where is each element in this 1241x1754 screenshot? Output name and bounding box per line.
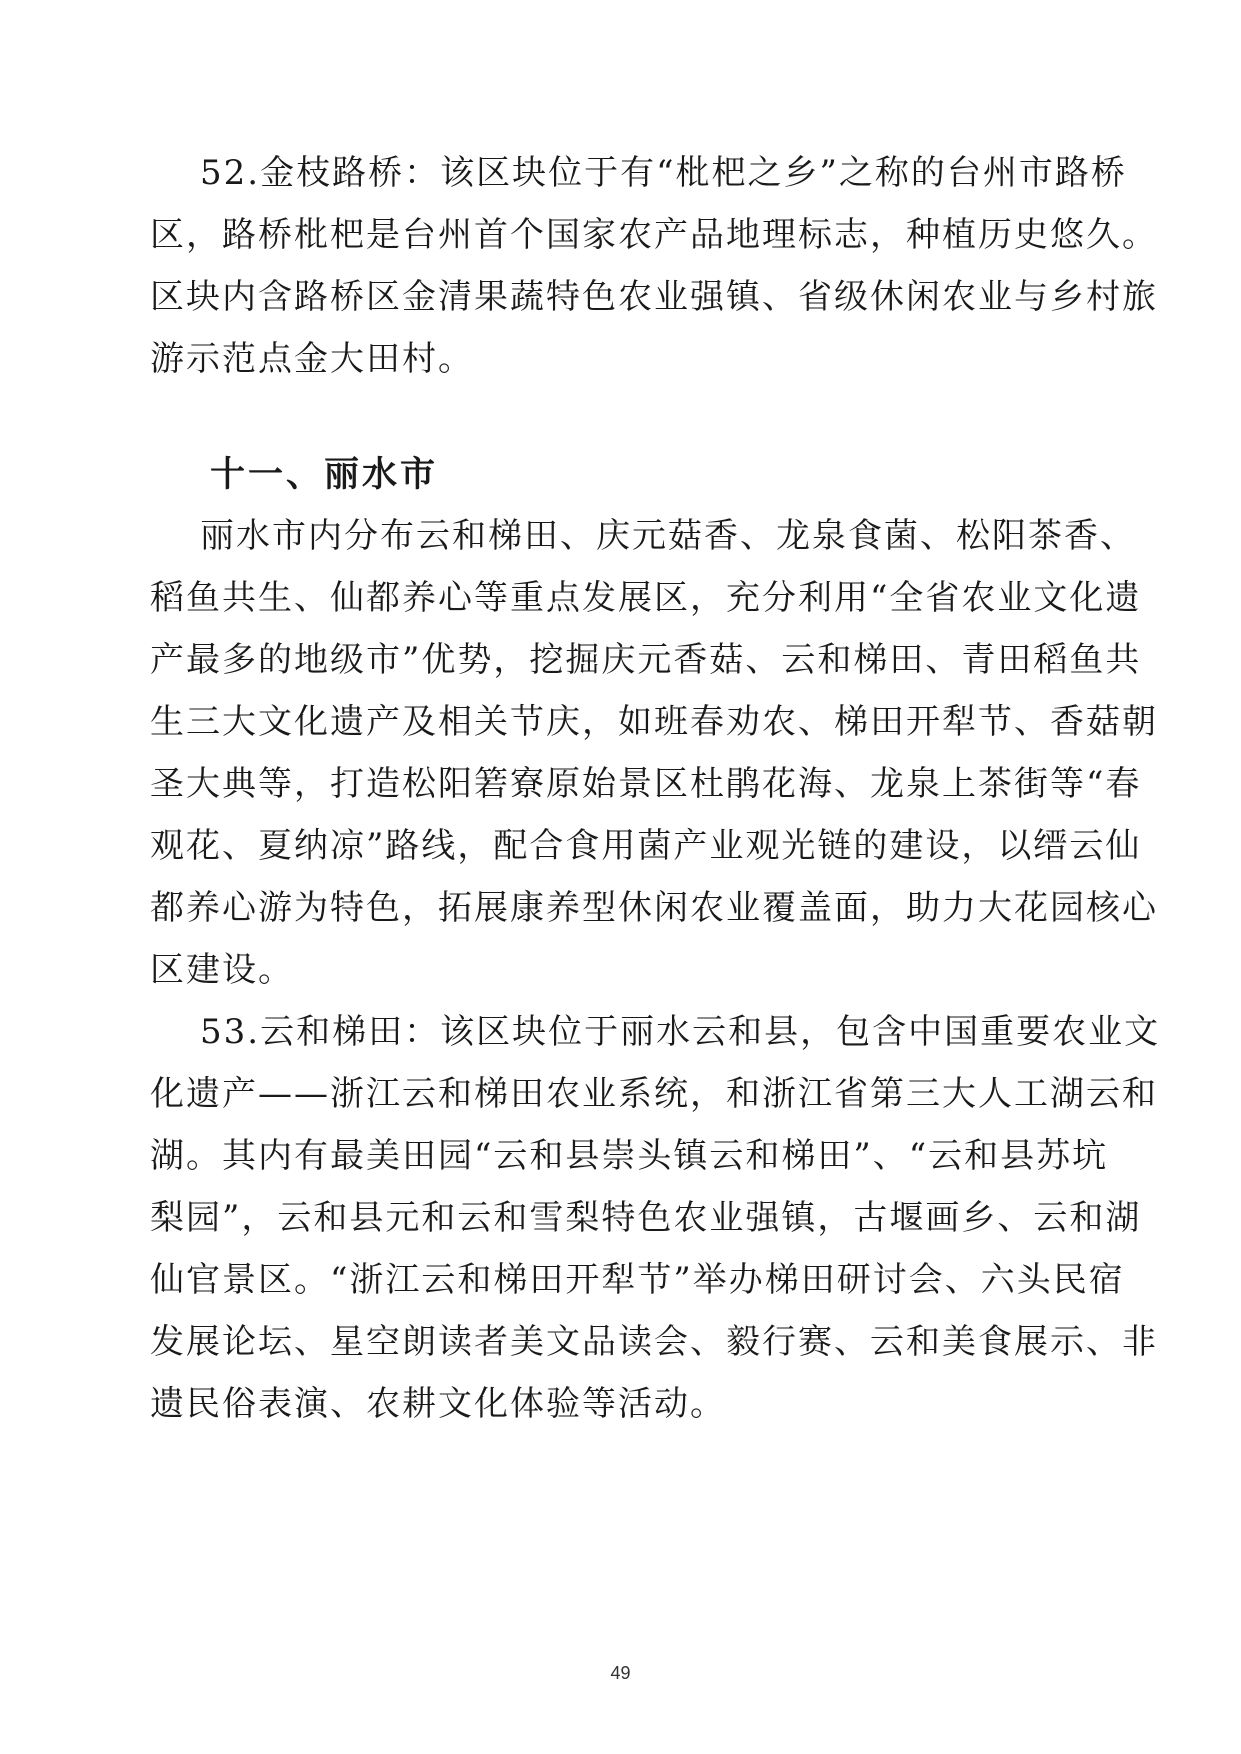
paragraph-lishui-line-5: 圣大典等，打造松阳箬寮原始景区杜鹃花海、龙泉上茶街等“春 <box>150 764 1142 804</box>
paragraph-52-line-2: 区，路桥枇杷是台州首个国家农产品地理标志，种植历史悠久。 <box>150 215 1158 255</box>
paragraph-lishui-line-6: 观花、夏纳凉”路线，配合食用菌产业观光链的建设，以缙云仙 <box>150 826 1142 866</box>
paragraph-53-line-2: 化遗产——浙江云和梯田农业系统，和浙江省第三大人工湖云和 <box>150 1074 1158 1114</box>
section-heading-lishui: 十一、丽水市 <box>210 455 439 495</box>
paragraph-lishui-line-4: 生三大文化遗产及相关节庆，如班春劝农、梯田开犁节、香菇朝 <box>150 702 1158 742</box>
paragraph-lishui-line-3: 产最多的地级市”优势，挖掘庆元香菇、云和梯田、青田稻鱼共 <box>150 640 1142 680</box>
paragraph-53-line-4: 梨园”，云和县元和云和雪梨特色农业强镇，古堰画乡、云和湖 <box>150 1198 1142 1238</box>
paragraph-52-line-3: 区块内含路桥区金清果蔬特色农业强镇、省级休闲农业与乡村旅 <box>150 277 1158 317</box>
paragraph-lishui-line-2: 稻鱼共生、仙都养心等重点发展区，充分利用“全省农业文化遗 <box>150 578 1142 618</box>
paragraph-53-line-5: 仙官景区。“浙江云和梯田开犁节”举办梯田研讨会、六头民宿 <box>150 1260 1125 1300</box>
paragraph-53-line-7: 遗民俗表演、农耕文化体验等活动。 <box>150 1384 726 1424</box>
paragraph-lishui-line-8: 区建设。 <box>150 950 294 990</box>
paragraph-52-line-1: 52.金枝路桥：该区块位于有“枇杷之乡”之称的台州市路桥 <box>200 153 1127 193</box>
paragraph-lishui-line-7: 都养心游为特色，拓展康养型休闲农业覆盖面，助力大花园核心 <box>150 888 1158 928</box>
paragraph-53-line-1: 53.云和梯田：该区块位于丽水云和县，包含中国重要农业文 <box>200 1012 1161 1052</box>
paragraph-53-line-6: 发展论坛、星空朗读者美文品读会、毅行赛、云和美食展示、非 <box>150 1322 1158 1362</box>
page-number: 49 <box>610 1663 631 1683</box>
paragraph-53-line-3: 湖。其内有最美田园“云和县崇头镇云和梯田”、“云和县苏坑 <box>150 1136 1109 1176</box>
paragraph-lishui-line-1: 丽水市内分布云和梯田、庆元菇香、龙泉食菌、松阳茶香、 <box>200 516 1136 556</box>
paragraph-52-line-4: 游示范点金大田村。 <box>150 339 474 379</box>
